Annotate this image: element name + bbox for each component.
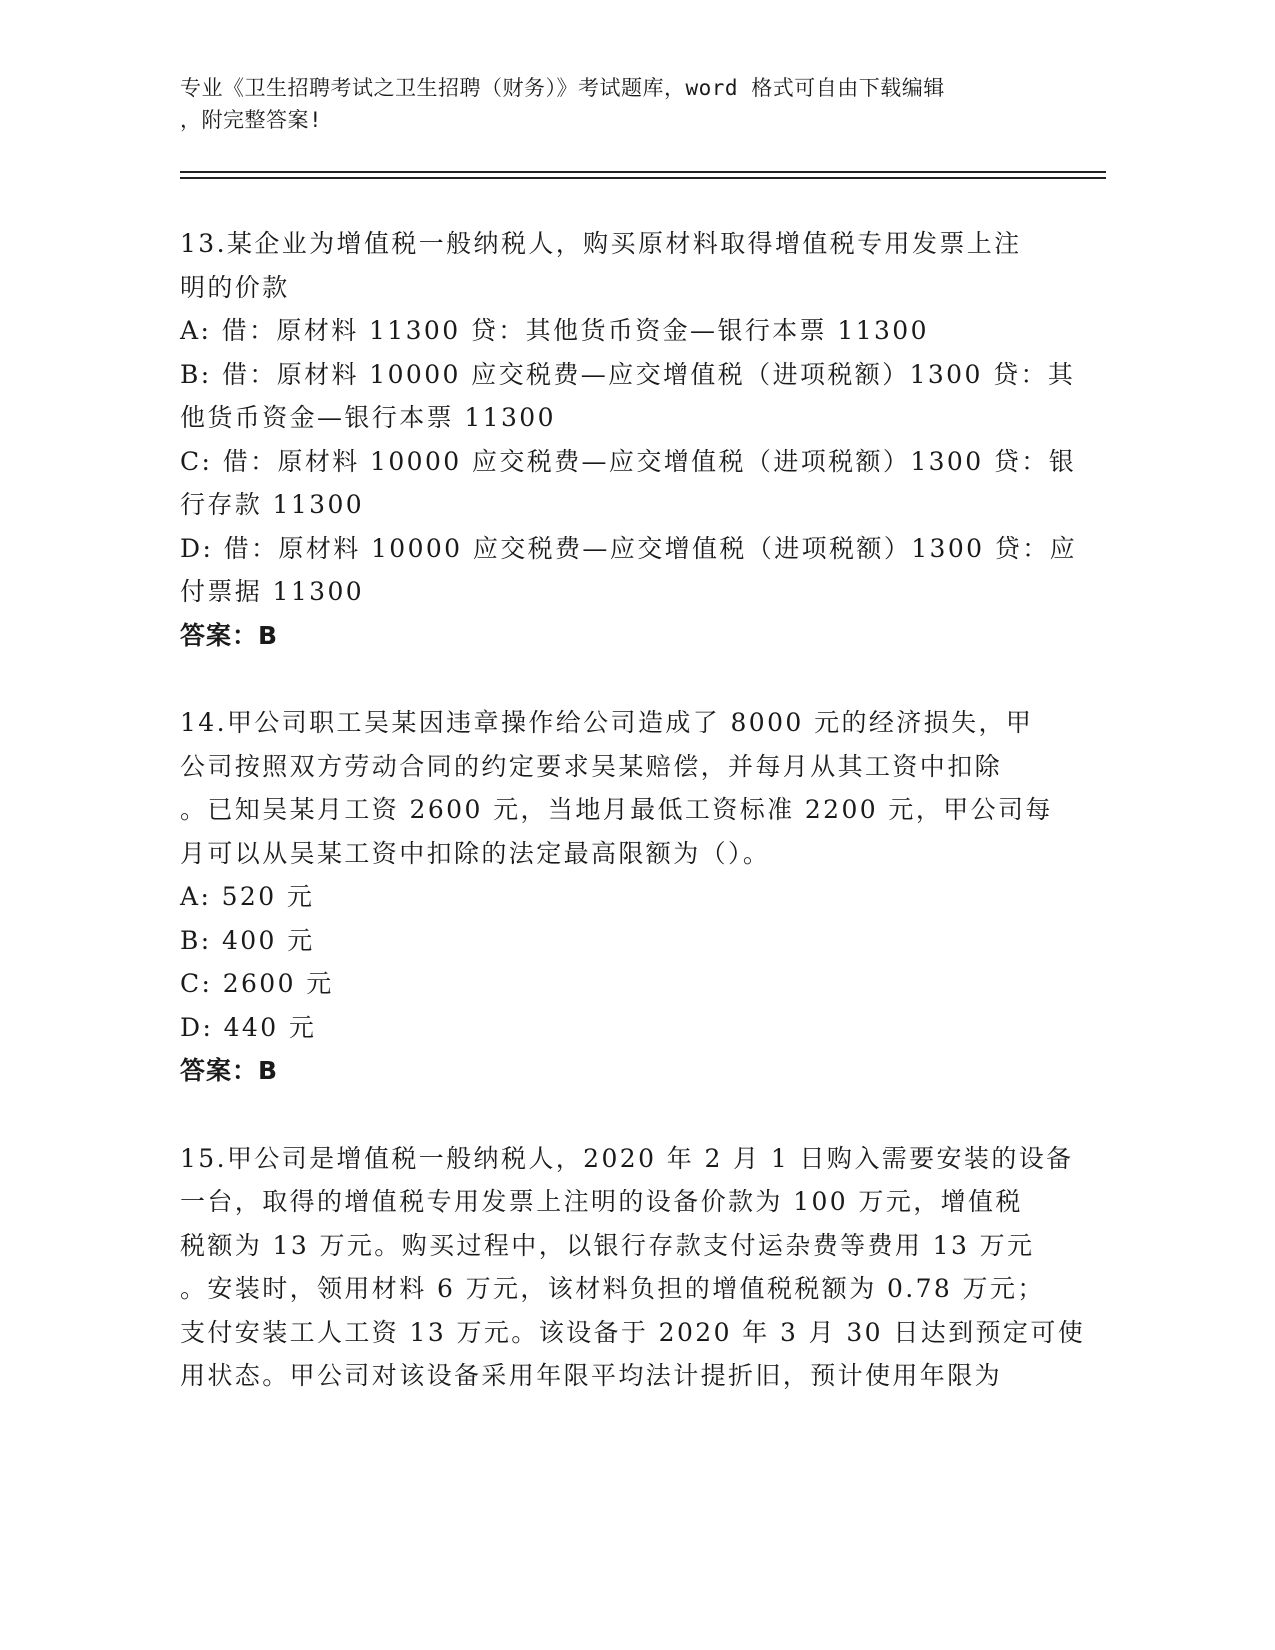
option-text-line: D: 借：原材料 10000 应交税费—应交增值税（进项税额）1300 贷：应 (180, 533, 1078, 563)
question-text-line: 15.甲公司是增值税一般纳税人，2020 年 2 月 1 日购入需要安装的设备 (180, 1143, 1074, 1173)
question-text-line: 支付安装工人工资 13 万元。该设备于 2020 年 3 月 30 日达到预定可使 (180, 1317, 1086, 1347)
question-14 (180, 701, 1060, 1093)
question-13 (180, 222, 1078, 657)
option-d (180, 527, 1078, 614)
question-text-line: 公司按照双方劳动合同的约定要求吴某赔偿，并每月从其工资中扣除 (180, 751, 1003, 781)
question-text-line: 14.甲公司职工吴某因违章操作给公司造成了 8000 元的经济损失，甲 (180, 708, 1034, 737)
question-text-line: 一台，取得的增值税专用发票上注明的设备价款为 100 万元，增值税 (180, 1187, 1023, 1216)
answer-label: 答案：B (180, 1056, 279, 1085)
option-a (180, 309, 1060, 353)
question-text-line: 税额为 13 万元。购买过程中，以银行存款支付运杂费等费用 13 万元 (180, 1230, 1035, 1260)
header-divider-top (180, 171, 1106, 173)
option-text-line: B: 400 元 (180, 925, 315, 955)
option-text-line: A: 520 元 (180, 882, 315, 911)
header-divider-bottom (180, 177, 1106, 179)
option-text-line: D: 440 元 (180, 1012, 317, 1042)
option-d (180, 1006, 1060, 1050)
option-text-line: 付票据 11300 (180, 577, 365, 606)
question-text-line: 13.某企业为增值税一般纳税人，购买原材料取得增值税专用发票上注 (180, 229, 1022, 258)
option-text-line: B: 借：原材料 10000 应交税费—应交增值税（进项税额）1300 贷：其 (180, 359, 1076, 389)
option-b (180, 353, 1076, 440)
option-c (180, 440, 1077, 527)
question-text-line: 。已知吴某月工资 2600 元，当地月最低工资标准 2200 元，甲公司每 (180, 795, 1053, 824)
option-text-line: A: 借：原材料 11300 贷：其他货币资金—银行本票 11300 (180, 316, 929, 345)
option-a (180, 875, 1060, 919)
question-15 (180, 1137, 1086, 1398)
option-c (180, 962, 1060, 1006)
option-text-line: 行存款 11300 (180, 490, 365, 519)
question-text-line: 明的价款 (180, 272, 290, 302)
answer-label: 答案：B (180, 620, 279, 650)
header-line-1: 专业《卫生招聘考试之卫生招聘（财务）》考试题库，word 格式可自由下载编辑 (180, 76, 945, 100)
option-text-line: C: 2600 元 (180, 969, 334, 998)
question-text-line: 用状态。甲公司对该设备采用年限平均法计提折旧，预计使用年限为 (180, 1361, 1003, 1390)
question-text-line: 。安装时，领用材料 6 万元，该材料负担的增值税税额为 0.78 万元； (180, 1274, 1045, 1303)
option-b (180, 919, 1060, 963)
option-text-line: 他货币资金—银行本票 11300 (180, 403, 556, 432)
document-header (180, 72, 1040, 136)
question-list (180, 222, 1086, 1398)
header-line-2: ，附完整答案! (180, 108, 323, 132)
question-text-line: 月可以从吴某工资中扣除的法定最高限额为（）。 (180, 838, 771, 868)
option-text-line: C: 借：原材料 10000 应交税费—应交增值税（进项税额）1300 贷：银 (180, 446, 1077, 476)
